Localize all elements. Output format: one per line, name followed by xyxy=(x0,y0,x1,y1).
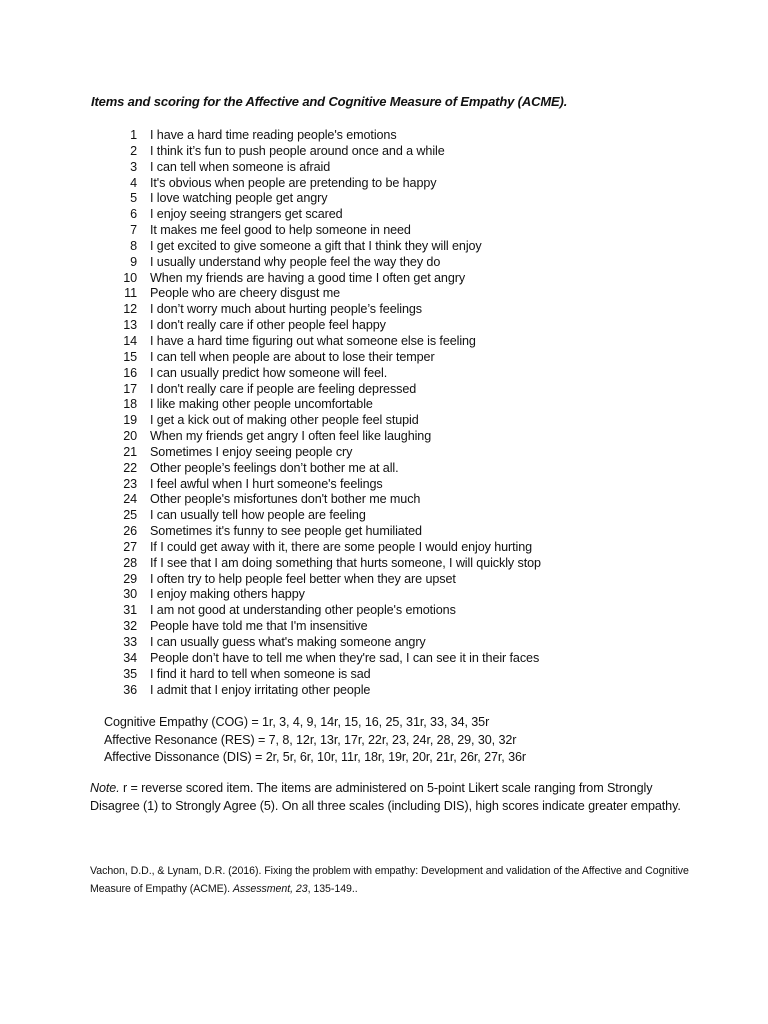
item-text: I have a hard time reading people's emotions xyxy=(150,128,397,142)
item-number: 33 xyxy=(123,635,137,649)
citation-journal: Assessment, 23 xyxy=(232,883,308,895)
item-number: 22 xyxy=(123,460,137,475)
item-number: 35 xyxy=(123,666,137,681)
item-row xyxy=(100,635,720,651)
note-paragraph xyxy=(90,779,690,815)
item-number: 31 xyxy=(123,603,137,618)
item-text: I find it hard to tell when someone is sad xyxy=(150,666,371,681)
item-text: I enjoy seeing strangers get scared xyxy=(150,207,343,222)
item-number: 32 xyxy=(123,619,137,634)
item-text: People don’t have to tell me when they're sad, I can see it in their faces xyxy=(150,650,540,665)
item-number: 36 xyxy=(123,682,137,697)
item-number: 15 xyxy=(123,349,137,364)
item-number: 29 xyxy=(123,571,137,586)
item-text: Sometimes it's funny to see people get humiliated xyxy=(150,524,422,539)
item-row xyxy=(100,397,720,413)
item-number: 3 xyxy=(130,159,137,174)
item-row xyxy=(100,508,720,524)
item-text: Other people’s feelings don’t bother me at all. xyxy=(150,460,399,475)
item-row xyxy=(100,429,720,445)
items-list xyxy=(100,128,720,698)
item-text: It's obvious when people are pretending to be happy xyxy=(150,175,437,190)
item-row xyxy=(100,223,720,239)
item-number: 18 xyxy=(123,397,137,412)
item-number: 23 xyxy=(123,476,137,491)
item-text: I like making other people uncomfortable xyxy=(150,397,373,412)
item-number: 10 xyxy=(123,270,137,285)
item-text: I can usually tell how people are feeling xyxy=(150,508,366,523)
item-row xyxy=(100,651,720,667)
item-text: I often try to help people feel better when they are upset xyxy=(150,571,456,586)
scoring-cog: Cognitive Empathy (COG) = 1r, 3, 4, 9, 14r, 15, 16, 25, 31r, 33, 34, 35r xyxy=(104,715,490,729)
item-text: It makes me feel good to help someone in need xyxy=(150,223,411,238)
note-text: r = reverse scored item. The items are administered on 5-point Likert scale ranging from Strongly Disagree (1) to Strongly Agree (5). On all three scales (including DIS), high scores indicate greater empathy. xyxy=(90,781,681,813)
item-text: Sometimes I enjoy seeing people cry xyxy=(150,444,353,459)
item-number: 20 xyxy=(123,429,137,444)
item-row xyxy=(100,191,720,207)
item-number: 25 xyxy=(123,508,137,523)
note-label: Note. xyxy=(90,781,120,795)
item-text: If I could get away with it, there are some people I would enjoy hurting xyxy=(150,539,533,554)
item-text: I love watching people get angry xyxy=(150,191,328,206)
item-text: If I see that I am doing something that hurts someone, I will quickly stop xyxy=(150,555,541,570)
document-title: Items and scoring for the Affective and Cognitive Measure of Empathy (ACME). xyxy=(91,94,568,109)
item-number: 24 xyxy=(123,492,137,507)
item-row xyxy=(100,477,720,493)
item-row xyxy=(100,350,720,366)
item-text: I think it’s fun to push people around once and a while xyxy=(150,143,445,158)
item-row xyxy=(100,176,720,192)
item-text: I can tell when people are about to lose their temper xyxy=(150,349,435,364)
item-row xyxy=(100,318,720,334)
item-number: 4 xyxy=(130,175,137,190)
item-row xyxy=(100,334,720,350)
item-row xyxy=(100,255,720,271)
item-text: I admit that I enjoy irritating other people xyxy=(150,682,371,697)
item-row xyxy=(100,492,720,508)
item-text: People who are cheery disgust me xyxy=(150,286,341,301)
item-text: Other people's misfortunes don't bother me much xyxy=(150,492,421,507)
item-text: When my friends are having a good time I often get angry xyxy=(150,270,466,285)
item-row xyxy=(100,207,720,223)
item-text: I don't really care if other people feel happy xyxy=(150,318,386,333)
scoring-res: Affective Resonance (RES) = 7, 8, 12r, 13r, 17r, 22r, 23, 24r, 28, 29, 30, 32r xyxy=(104,732,517,747)
item-text: I have a hard time figuring out what someone else is feeling xyxy=(150,333,476,348)
scoring-section xyxy=(104,714,526,767)
item-row xyxy=(100,302,720,318)
item-text: People have told me that I'm insensitive xyxy=(150,619,368,634)
item-number: 1 xyxy=(130,128,137,142)
item-number: 13 xyxy=(123,318,137,333)
item-row xyxy=(100,271,720,287)
item-row xyxy=(100,445,720,461)
item-row xyxy=(100,667,720,683)
item-row xyxy=(100,461,720,477)
item-row xyxy=(100,286,720,302)
item-number: 7 xyxy=(130,223,137,238)
item-row xyxy=(100,524,720,540)
item-text: I am not good at understanding other people's emotions xyxy=(150,603,456,618)
item-row xyxy=(100,683,720,699)
item-number: 2 xyxy=(130,143,137,158)
item-text: I don't really care if people are feeling depressed xyxy=(150,381,417,396)
item-text: I can usually predict how someone will feel. xyxy=(150,365,388,380)
item-text: I enjoy making others happy xyxy=(150,587,305,602)
item-text: I don’t worry much about hurting people’s feelings xyxy=(150,302,422,317)
scoring-dis: Affective Dissonance (DIS) = 2r, 5r, 6r, 10r, 11r, 18r, 19r, 20r, 21r, 26r, 27r, 36r xyxy=(104,750,527,764)
item-number: 27 xyxy=(123,539,137,554)
item-row xyxy=(100,413,720,429)
item-row xyxy=(100,382,720,398)
item-text: I can tell when someone is afraid xyxy=(150,159,331,174)
item-number: 16 xyxy=(123,365,137,380)
item-row xyxy=(100,239,720,255)
item-text: When my friends get angry I often feel like laughing xyxy=(150,429,432,444)
item-row xyxy=(100,603,720,619)
item-row xyxy=(100,587,720,603)
item-number: 9 xyxy=(130,254,137,269)
item-text: I get a kick out of making other people feel stupid xyxy=(150,413,419,428)
item-row xyxy=(100,128,720,144)
item-number: 14 xyxy=(123,333,137,348)
item-row xyxy=(100,366,720,382)
item-number: 21 xyxy=(123,444,137,459)
item-number: 28 xyxy=(123,555,137,570)
item-number: 8 xyxy=(130,238,137,253)
citation-authors-title: Vachon, D.D., & Lynam, D.R. (2016). Fixing the problem with empathy: Development and validation of the Affective and Cognitive Measure of Empathy (ACME). xyxy=(90,865,689,895)
item-text: I get excited to give someone a gift that I think they will enjoy xyxy=(150,238,482,253)
item-number: 26 xyxy=(123,524,137,539)
item-number: 17 xyxy=(123,381,137,396)
citation xyxy=(90,862,730,898)
item-row xyxy=(100,572,720,588)
item-text: I can usually guess what's making someone angry xyxy=(150,635,426,649)
item-text: I usually understand why people feel the way they do xyxy=(150,254,441,269)
item-row xyxy=(100,160,720,176)
item-number: 12 xyxy=(123,302,137,317)
item-number: 6 xyxy=(130,207,137,222)
item-number: 11 xyxy=(124,286,137,301)
item-number: 34 xyxy=(123,650,137,665)
item-text: I feel awful when I hurt someone's feelings xyxy=(150,476,383,491)
item-row xyxy=(100,619,720,635)
item-row xyxy=(100,144,720,160)
item-number: 19 xyxy=(123,413,137,428)
citation-pages: , 135-149.. xyxy=(307,883,358,895)
item-number: 30 xyxy=(123,587,137,602)
item-row xyxy=(100,556,720,572)
item-row xyxy=(100,540,720,556)
item-number: 5 xyxy=(130,191,137,206)
